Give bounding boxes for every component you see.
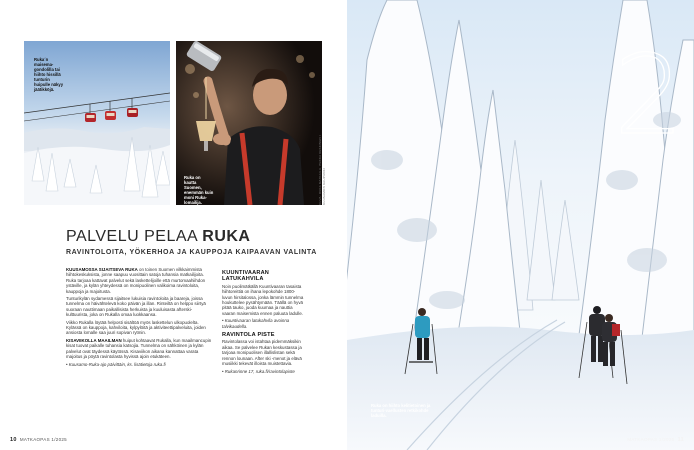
magazine-name: MATKAOPAS 1/2025 (627, 437, 675, 442)
section-heading: KUUNTIVAARAN LATUKAHVILA (222, 270, 270, 283)
body-column-2 (222, 267, 304, 376)
magazine-name: MATKAOPAS 1/2025 (19, 437, 67, 442)
paragraph: Tunturikylän sydamessä sijaitsee lukuisia ravintoloita ja baareja, joissa tunnelma on häivähtelevä koko päivän ja illan. Rinteiltä on helppo siirtyä suoraan nauttimaan paikallisista herkuista ja kuuluisasta afterski-kulttuurista, joka on Rukalla omaa luokkaansa. (66, 296, 206, 318)
section-heading: RAVINTOLA PISTE (222, 332, 275, 339)
info-bullet: • Kuuntivaaran latukahvila avoinna talvikaudella. (222, 318, 290, 329)
photo-bartender (176, 41, 326, 205)
headline-bold: RUKA (202, 228, 251, 245)
paragraph (66, 338, 214, 360)
body-column-1 (66, 267, 214, 369)
info-bullet: • Kuusamo-Ruka-ajo päivittäin, ks. lisätietoja ruka.fi (66, 361, 166, 367)
photo-gondola-winter (24, 41, 170, 205)
headline-light: PALVELU PELAA (66, 228, 203, 245)
article-subheadline: RAVINTOLOITA, YÖKERHOA JA KAUPPOJA KAIPAAVAN VALINTA (66, 249, 317, 256)
lead-in: KUUSAMOSSA SIJAITSEVA RUKA (66, 267, 138, 272)
paragraph: Noin puolimätkällä Kuuntivaaran tasaista hiihtoreittiä on ihana lepokohde 1800-luvun hirsitalossa, jonka lämmin tunnelma houkuttelee pysähtymään. Täällä on hyvä pitää tauko, juoda kuumaa ja nauttia vaaran maisemista ennen paluuta ladulle. (222, 283, 304, 316)
page-number: 10 (10, 437, 17, 443)
page-number: 11 (677, 437, 684, 443)
paragraph-text: on toinen Suomen vilkkaimmista hiihtokeskuksista, jonne saapuu vuosittain satoja tuhansia matkailijoita. Ruka tarjoaa kattavat palvelut sekä laskettelijoille että murtomaahiihdon ystäville, ja kylän yhteydessä on monipuolinen valikoima ravintoloita, kauppoja ja majoitusta. (66, 267, 206, 294)
article-headline (66, 228, 250, 246)
info-bullet: • Rukanrinne 17, ruka.fi/ravintolapiste (222, 368, 295, 374)
photo-credit: KUVA: RUKA MATKAILU, PEKKA KESKINEN / KUUSAMON KAUPUNKI (318, 135, 326, 205)
paragraph: Viikko Rukalla löytää helposti sisältöä myös laskettelun ulkopuolelta. Kylässä on kauppoja, kahviloita, kylpylöitä ja aktiviteettipalveluita, joiden ansiosta lomalle saa juuri sopivan rytmin. (66, 319, 206, 336)
skiers-photo-caption: Ruka on hiihto kelitietoinen ja tunturi-vaellusten retkikohde laduilla. (371, 403, 431, 418)
paragraph-text: huiput kohtaavat Rukalla, kun maailmancupin kisat tuovat paikalle tuhansia katsojia. Tunnelma on sähköinen ja kylän palvelut ovat täydessä käytössä. Kisaviikon aikana kannattaa varata majoitus ja pöytä ravintolasta hyvissä ajoin etukäteen. (66, 337, 212, 360)
gondola-photo-caption: Ruka´n maisema-gondolilla tai hiihto hissillä tunturin huipulle näkyy jäätikköjä. (34, 57, 64, 92)
section-lead-in: KISAVIIKOLLA MAAILMAN (66, 337, 122, 343)
paragraph: Ravintolassa voi istahtaa pidemmäksikin aikaa. Se palvelee Rukan keskustassa ja tarjoaa monipuolisen illallislistan sekä rennon lounaan. After ski -menot ja elävä musiikki tekevät illoista muistettavia. (222, 339, 302, 367)
bartender-photo-caption: Ruka on kautta Suomen, enemmän kuin moni Ruka-lomailija. (184, 175, 214, 205)
article-number: 2 (614, 31, 684, 159)
paragraph (66, 267, 214, 294)
page-footer-right (627, 437, 684, 443)
page-footer-left (10, 437, 67, 443)
right-page (347, 0, 694, 450)
